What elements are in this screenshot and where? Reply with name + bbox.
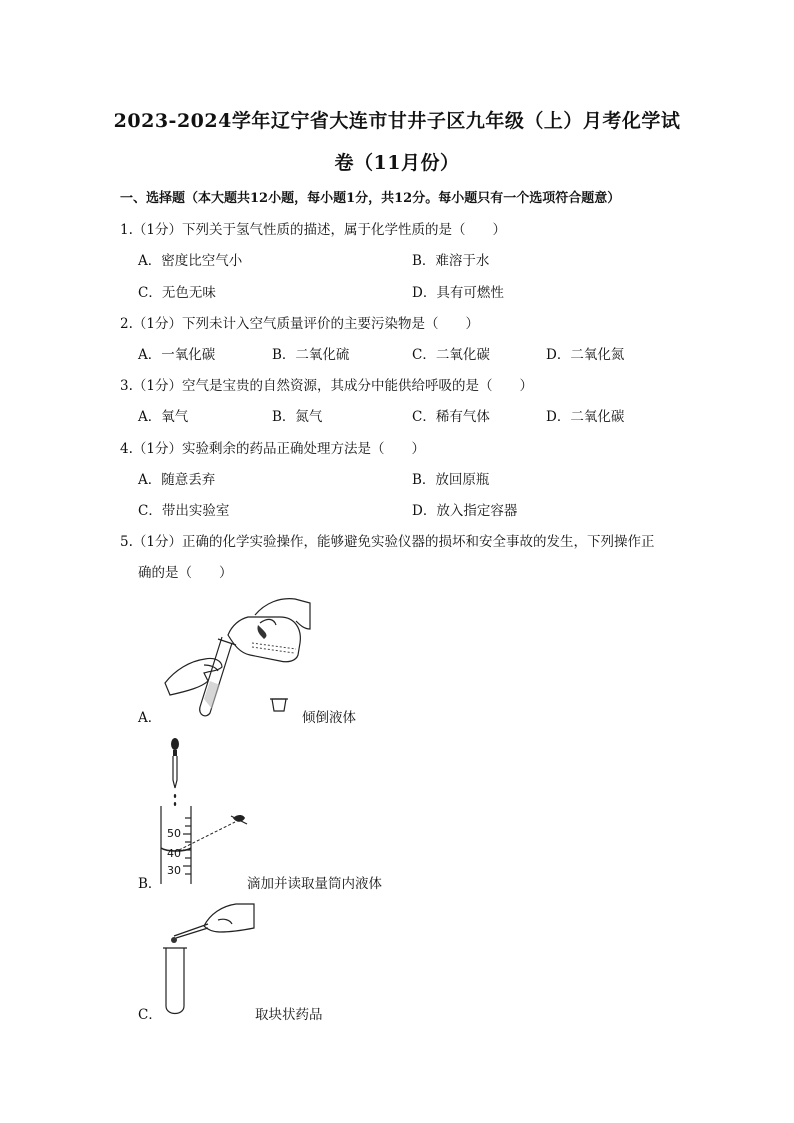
q5-option-b-caption: 滴加并读取量筒内液体 xyxy=(247,876,382,892)
q2-option-d: D．二氧化氮 xyxy=(546,347,625,363)
q2-option-c: C．二氧化碳 xyxy=(412,347,490,363)
q3-option-d: D．二氧化碳 xyxy=(546,409,625,425)
q2-option-b: B．二氧化硫 xyxy=(272,347,350,363)
q3-option-a: A．氧气 xyxy=(138,409,189,425)
question-2-stem: 2.（1分）下列未计入空气质量评价的主要污染物是（ ） xyxy=(120,316,479,332)
question-5-stem-line2: 确的是（ ） xyxy=(138,565,233,581)
tweezers-test-tube-illustration xyxy=(160,898,260,1018)
q5-option-a-caption: 倾倒液体 xyxy=(302,710,356,726)
q2-option-a: A．一氧化碳 xyxy=(138,347,216,363)
q3-option-c: C．稀有气体 xyxy=(412,409,490,425)
question-5-stem-line1: 5.（1分）正确的化学实验操作，能够避免实验仪器的损坏和安全事故的发生，下列操作正 xyxy=(120,534,655,550)
q1-option-b: B．难溶于水 xyxy=(412,253,490,269)
q5-option-b-letter: B． xyxy=(138,876,162,892)
question-4-stem: 4.（1分）实验剩余的药品正确处理方法是（ ） xyxy=(120,441,425,457)
q5-option-c-caption: 取块状药品 xyxy=(255,1007,323,1023)
q1-option-d: D．具有可燃性 xyxy=(412,285,504,301)
q4-option-b: B．放回原瓶 xyxy=(412,472,490,488)
q4-option-d: D．放入指定容器 xyxy=(412,503,518,519)
page-title-line1: 2023-2024学年辽宁省大连市甘井子区九年级（上）月考化学试 xyxy=(113,110,681,132)
q1-option-c: C．无色无味 xyxy=(138,285,216,301)
question-1-stem: 1.（1分）下列关于氢气性质的描述，属于化学性质的是（ ） xyxy=(120,222,506,238)
cylinder-scale-40: 40 xyxy=(167,847,181,860)
page-title-line2: 卷（11月份） xyxy=(334,152,460,174)
q3-option-b: B．氮气 xyxy=(272,409,323,425)
q4-option-c: C．带出实验室 xyxy=(138,503,230,519)
pouring-liquid-illustration xyxy=(160,595,310,725)
q4-option-a: A．随意丢弃 xyxy=(138,472,216,488)
q5-option-c-letter: C． xyxy=(138,1007,162,1023)
cylinder-scale-30: 30 xyxy=(167,864,181,877)
cylinder-scale-50: 50 xyxy=(167,827,181,840)
q1-option-a: A．密度比空气小 xyxy=(138,253,243,269)
question-3-stem: 3.（1分）空气是宝贵的自然资源，其成分中能供给呼吸的是（ ） xyxy=(120,378,533,394)
q5-option-a-letter: A． xyxy=(138,710,162,726)
section-heading: 一、选择题（本大题共12小题，每小题1分，共12分。每小题只有一个选项符合题意） xyxy=(120,191,621,206)
